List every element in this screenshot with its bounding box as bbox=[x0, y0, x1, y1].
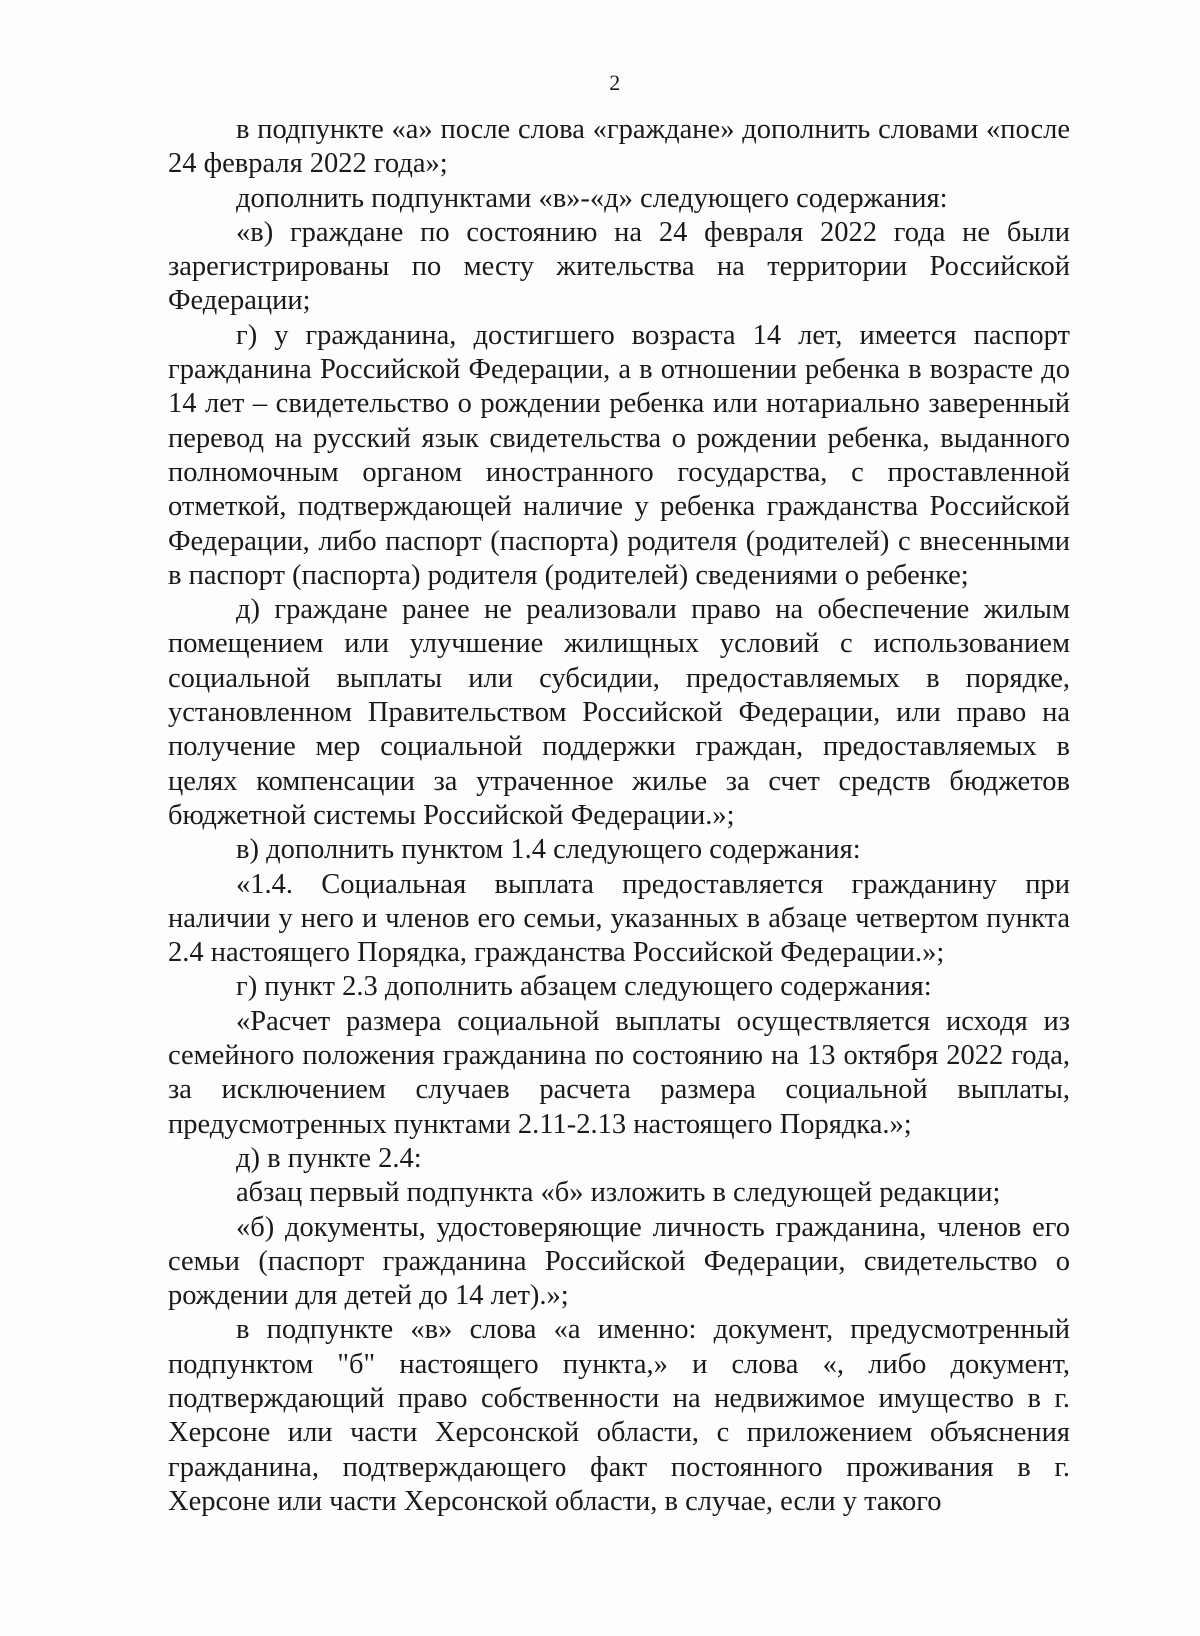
paragraph: «1.4. Социальная выплата предоставляется гражданину при наличии у него и членов его семьи, указанных в абзаце четвертом пункта 2.4 настоящего Порядка, гражданства Российской Федерации.»; bbox=[168, 868, 1070, 969]
paragraph: в подпункте «а» после слова «граждане» дополнить словами «после 24 февраля 2022 года»; bbox=[168, 114, 1070, 180]
paragraph: «Расчет размера социальной выплаты осуществляется исходя из семейного положения гражданина по состоянию на 13 октября 2022 года, за исключением случаев расчета размера социальной выплаты, предусмотренных пунктами 2.11-2.13 настоящего Порядка.»; bbox=[168, 1005, 1070, 1140]
paragraph: г) у гражданина, достигшего возраста 14 лет, имеется паспорт гражданина Российской Федерации, а в отношении ребенка в возрасте до 14 лет – свидетельство о рождении ребенка или нотариально заверенный перевод на русский язык свидетельства о рождении ребенка, выданного полномочным органом иностранного государства, с проставленной отметкой, подтверждающей наличие у ребенка гражданства Российской Федерации, либо паспорт (паспорта) родителя (родителей) с внесенными в паспорт (паспорта) родителя (родителей) сведениями о ребенке; bbox=[168, 319, 1070, 591]
paragraph: д) граждане ранее не реализовали право на обеспечение жилым помещением или улучшение жилищных условий с использованием социальной выплаты или субсидии, предоставляемых в порядке, установленном Правительством Российской Федерации, или право на получение мер социальной поддержки граждан, предоставляемых в целях компенсации за утраченное жилье за счет средств бюджетов бюджетной системы Российской Федерации.»; bbox=[168, 594, 1070, 831]
paragraph: в) дополнить пунктом 1.4 следующего содержания: bbox=[236, 834, 861, 866]
paragraph: г) пункт 2.3 дополнить абзацем следующего содержания: bbox=[236, 971, 932, 1003]
document-body bbox=[168, 113, 1070, 1519]
paragraph: в подпункте «в» слова «а именно: документ, предусмотренный подпунктом "б" настоящего пункта,» и слова «, либо документ, подтверждающий право собственности на недвижимое имущество в г. Херсоне или части Херсонской области, с приложением объяснения гражданина, подтверждающего факт постоянного проживания в г. Херсоне или части Херсонской области, в случае, если у такого bbox=[168, 1314, 1070, 1517]
paragraph: абзац первый подпункта «б» изложить в следующей редакции; bbox=[236, 1177, 1001, 1209]
page-number: 2 bbox=[609, 70, 621, 95]
paragraph: дополнить подпунктами «в»-«д» следующего содержания: bbox=[236, 182, 948, 214]
paragraph: «в) граждане по состоянию на 24 февраля 2022 года не были зарегистрированы по месту жительства на территории Российской Федерации; bbox=[168, 216, 1070, 317]
paragraph: д) в пункте 2.4: bbox=[236, 1142, 422, 1174]
paragraph: «б) документы, удостоверяющие личность гражданина, членов его семьи (паспорт гражданина Российской Федерации, свидетельство о рождении для детей до 14 лет).»; bbox=[168, 1211, 1070, 1312]
